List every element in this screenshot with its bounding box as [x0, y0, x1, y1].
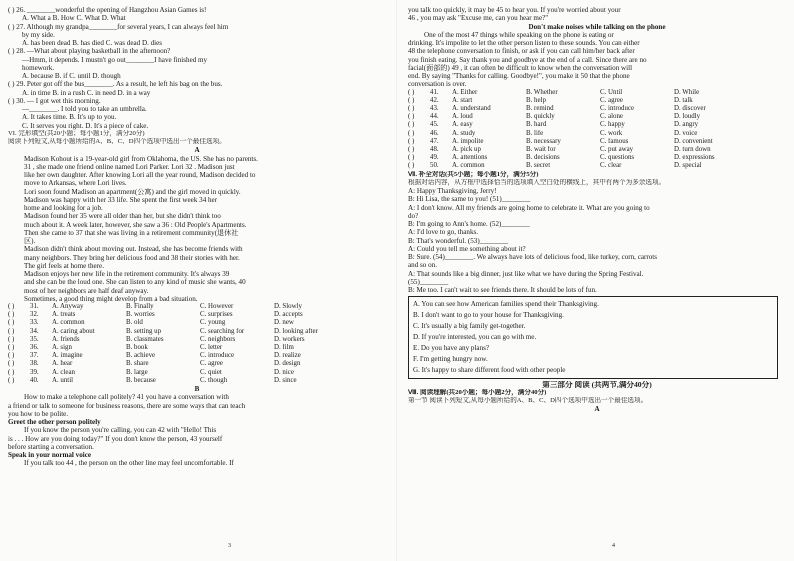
- option-text: A. study: [452, 129, 476, 137]
- option-text: C. However: [200, 303, 234, 310]
- answer-bracket: ( ): [408, 96, 415, 104]
- choice-option: E. Do you have any plans?: [413, 343, 490, 352]
- dialogue-line: A: That sounds like a big dinner, just like what we have during the Spring Festival.: [408, 269, 644, 278]
- passage-line: Madison didn't think about moving out. Instead, she has become friends with: [24, 245, 243, 254]
- option-text: D. workers: [274, 335, 305, 343]
- option-text: D. special: [674, 162, 702, 170]
- passage-line: If you talk too 44 , the person on the other line may feel uncomfortable. If: [24, 459, 234, 468]
- option-text: D. Slowly: [274, 303, 302, 310]
- option-text: A. pick up: [452, 145, 481, 153]
- option-text: B. remind: [526, 104, 554, 112]
- section-vi-instruction: 阅读下列短文,从每小题所给的A、B、C、D四个选项中选出一个最佳选项。: [8, 138, 226, 145]
- option-text: A. friends: [52, 335, 80, 343]
- answer-bracket: ( ): [8, 311, 15, 319]
- mc-line: A. because B. if C. until D. though: [22, 72, 121, 80]
- option-text: D. realize: [274, 352, 301, 360]
- option-text: C. agree: [200, 360, 223, 368]
- answer-bracket: ( ): [408, 154, 415, 162]
- option-text: A. sign: [52, 344, 72, 352]
- mc-line: ( ) 28. —What about playing basketball in the afternoon?: [8, 47, 171, 56]
- option-text: A. attentions: [452, 154, 488, 162]
- page-number-right: 4: [612, 543, 615, 549]
- passage-line: much about it. A week later, however, she saw a 36 : Old People's Apartments.: [24, 220, 247, 229]
- choice-option: B. I don't want to go to your house for Thanksgiving.: [413, 311, 564, 320]
- section-vi-heading: VI. 完形填空(共20小题；每小题1分，满分20分): [8, 129, 145, 137]
- section-dialog-heading: Ⅶ. 补全对话(共5小题；每小题1分，满分5分): [408, 170, 539, 178]
- answer-bracket: ( ): [8, 368, 15, 376]
- option-text: A. hear: [52, 360, 73, 368]
- option-text: A. loud: [452, 113, 473, 121]
- passage-line: many neighbors. They bring her delicious food and 38 their stories with her.: [24, 253, 240, 262]
- option-text: C. work: [600, 129, 623, 137]
- option-text: A. understand: [452, 104, 491, 112]
- choice-box: [408, 296, 778, 378]
- option-text: A. imagine: [52, 352, 83, 360]
- part-3-title: 第三部分 阅读 (共两节,满分40分): [542, 380, 652, 389]
- question-number: 45.: [430, 121, 439, 129]
- passage-line: The girl feels at home there.: [24, 261, 104, 270]
- option-text: A. common: [52, 319, 85, 327]
- answer-bracket: ( ): [408, 162, 415, 170]
- option-text: C. quiet: [200, 368, 222, 376]
- mc-line: —Hmm, it depends. I mustn't go out________I have finished my: [22, 55, 208, 64]
- question-number: 50.: [430, 162, 439, 170]
- mc-line: ( ) 29. Peter got off the bus________. As a result, he left his bag on the bus.: [8, 80, 223, 89]
- choice-option: G. It's happy to share different food with other people: [413, 365, 566, 374]
- option-text: C. surprises: [200, 311, 233, 319]
- page-gutter: [396, 0, 397, 561]
- passage-line: 区).: [24, 237, 36, 245]
- passage-line: most of her neighbors are half deaf anyway.: [24, 286, 149, 295]
- dialogue-line: A: I don't know. All my friends are going home to celebrate it. What are you going to: [408, 203, 650, 212]
- option-text: A. common: [452, 162, 485, 170]
- question-number: 42.: [430, 96, 439, 104]
- option-text: D. angry: [674, 121, 699, 129]
- option-text: C. put away: [600, 145, 634, 153]
- passage-line: One of the most 47 things while speaking on the phone is eating or: [424, 30, 614, 39]
- dialogue-line: A: Happy Thanksgiving, Jerry!: [408, 187, 497, 196]
- passage-line: 31 , she made one friend online named Lori Parker. Lori 32 . Madison just: [24, 162, 235, 171]
- option-text: C. searching for: [200, 327, 245, 335]
- answer-bracket: ( ): [408, 129, 415, 137]
- question-number: 33.: [30, 319, 39, 327]
- answer-bracket: ( ): [8, 376, 15, 384]
- answer-bracket: ( ): [8, 344, 15, 352]
- answer-bracket: ( ): [8, 319, 15, 327]
- mc-line: ( ) 30. — I got wet this morning.: [8, 96, 101, 105]
- option-text: D. film: [274, 344, 294, 352]
- mc-line: ( ) 27. Although my grandpa________for several years, I can always feel him: [8, 22, 229, 31]
- option-text: A. easy: [452, 121, 473, 129]
- option-text: C. questions: [600, 154, 635, 162]
- dialogue-line: and so on.: [408, 261, 437, 270]
- passage-line: and she can be the loud one. She can listen to any kind of music she wants, 40: [24, 278, 246, 287]
- passage-line: If you know the person you're calling, you can 42 with "Hello! This: [24, 426, 217, 435]
- option-text: B. Whether: [526, 88, 558, 96]
- option-text: D. since: [274, 376, 297, 384]
- dialogue-line: do?: [408, 211, 419, 220]
- mc-line: homework.: [22, 63, 55, 72]
- passage-line: Madison Kohout is a 19-year-old girl from Oklahoma, the US. She has no parents.: [24, 154, 258, 163]
- dialogue-line: B: That's wonderful. (53)________: [408, 236, 509, 245]
- cloze-options-31-40: [8, 303, 386, 385]
- part-3-section-heading: Ⅷ. 阅读理解(共20小题；每小题2分，满分40分): [408, 388, 547, 396]
- mc-line: —________. I told you to take an umbrella.: [22, 105, 147, 113]
- answer-bracket: ( ): [8, 335, 15, 343]
- option-text: B. old: [126, 319, 143, 327]
- question-number: 44.: [430, 113, 439, 121]
- dialogue: [408, 187, 786, 294]
- option-text: C. alone: [600, 113, 623, 121]
- mc-line: C. It serves you right. D. It's a piece of cake.: [22, 121, 149, 130]
- cloze-options-41-50: [408, 89, 786, 171]
- mc-line: A. What a B. How C. What D. What: [22, 14, 126, 23]
- option-text: D. While: [674, 88, 700, 96]
- part-3-passage-label: A: [594, 405, 600, 414]
- passage-a-label: A: [194, 146, 200, 155]
- option-text: B. hard: [526, 121, 547, 129]
- page-right: [408, 6, 786, 555]
- passage-line: How to make a telephone call politely? 41 you have a conversation with: [24, 393, 229, 402]
- option-text: A. impolite: [452, 137, 484, 145]
- passage-line: Speak in your normal voice: [8, 451, 92, 460]
- passage-line: Madison found her 35 were all older than her, but she didn't think too: [24, 212, 221, 221]
- passage-line: before starting a conversation.: [8, 442, 94, 451]
- option-text: A. Either: [452, 88, 478, 96]
- option-text: B. setting up: [126, 327, 162, 335]
- option-text: C. letter: [200, 344, 223, 352]
- passage-line: 46 , you may ask "Excuse me, can you hear me?": [408, 14, 549, 23]
- question-number: 35.: [30, 335, 39, 343]
- choice-option: A. You can see how American families spend their Thanksgiving.: [413, 300, 599, 309]
- passage-line: Lori soon found Madison an apartment(公寓) and the girl moved in quickly.: [24, 187, 241, 196]
- passage-line: move to Arkansas, where Lori lives.: [24, 179, 127, 188]
- passage-line: Then she came to 37 that she was living in a retirement community(退休社: [24, 228, 239, 237]
- answer-bracket: ( ): [408, 137, 415, 145]
- passage-line: facial(面部的) 49 , it can often be difficult to know when the conversation will: [408, 63, 633, 72]
- answer-bracket: ( ): [408, 104, 415, 112]
- mc-line: ( ) 26. ________wonderful the opening of Hangzhou Asian Games is!: [8, 6, 207, 14]
- question-number: 32.: [30, 311, 39, 319]
- page-number-left: 3: [228, 543, 231, 549]
- question-number: 36.: [30, 344, 39, 352]
- option-text: D. talk: [674, 96, 693, 104]
- question-number: 47.: [430, 137, 439, 145]
- question-number: 48.: [430, 145, 439, 153]
- question-number: 43.: [430, 104, 439, 112]
- section-dialog-instruction: 根据对话内容，从方框中选择恰当的选项填入空白处的横线上，其中有两个为多余选项。: [408, 178, 666, 186]
- dialogue-line: B: I'm going to Ann's home. (52)________: [408, 220, 530, 229]
- passage-b-label: B: [194, 385, 200, 394]
- option-text: C. introduce: [200, 352, 235, 360]
- option-text: C. famous: [600, 137, 629, 145]
- page-left: [8, 6, 386, 555]
- option-text: B. necessary: [526, 137, 561, 145]
- answer-bracket: ( ): [8, 360, 15, 368]
- question-number: 41.: [430, 88, 439, 96]
- passage-line: a friend or talk to someone for business reasons, there are some ways that can teach: [8, 401, 246, 410]
- option-text: A. Anyway: [52, 303, 84, 310]
- question-number: 37.: [30, 352, 39, 360]
- option-text: B. Finally: [126, 303, 154, 310]
- option-text: B. decisions: [526, 154, 560, 162]
- passage-line: end. By saying "Thanks for calling. Goodbye!", you make it 50 that the phone: [408, 72, 630, 80]
- option-text: B. wait for: [526, 145, 556, 153]
- option-text: D. convenient: [674, 137, 713, 145]
- passage-line: Greet the other person politely: [8, 418, 101, 427]
- answer-bracket: ( ): [408, 121, 415, 129]
- answer-bracket: ( ): [8, 303, 15, 310]
- passage-line: conversation is over.: [408, 80, 467, 89]
- passage-line: Madison was happy with her 33 life. She spent the first week 34 her: [24, 195, 218, 204]
- option-text: C. Until: [600, 88, 623, 96]
- passage-line: Madison enjoys her new life in the retirement community. It's always 39: [24, 270, 230, 278]
- passage-line: 48 the telephone conversation to finish, or ask if you can call him/her back after: [408, 47, 635, 56]
- answer-bracket: ( ): [408, 145, 415, 153]
- passage-line: is . . . How are you doing today?" If you don't know the person, 43 yourself: [8, 434, 223, 443]
- mc-line: by my side.: [22, 30, 55, 39]
- passage-line: you finish eating. Say thank you and goodbye at the end of a call. Since there are no: [408, 55, 647, 64]
- multiple-choice-tail: [8, 6, 386, 130]
- passage-line: you how to be polite.: [8, 409, 69, 418]
- mc-line: A. It takes time. B. It's up to you.: [22, 113, 117, 122]
- option-text: C. happy: [600, 121, 625, 129]
- option-text: B. secret: [526, 162, 551, 170]
- passage-line: home and looking for a job.: [24, 204, 103, 212]
- question-number: 31.: [30, 303, 39, 310]
- choice-option: C. It's usually a big family get-together.: [413, 322, 526, 331]
- mc-line: A. in time B. in a rush C. in need D. in a way: [22, 88, 151, 97]
- option-text: A. caring about: [52, 327, 95, 335]
- option-text: A. start: [452, 96, 473, 104]
- option-text: B. share: [126, 360, 149, 368]
- option-text: D. looking after: [274, 327, 318, 335]
- option-text: D. nice: [274, 368, 294, 376]
- option-text: D. expressions: [674, 154, 715, 162]
- option-text: B. help: [526, 96, 546, 104]
- passage-line: you talk too quickly, it may be 45 to hear you. If you're worried about your: [408, 6, 621, 14]
- option-text: D. turn down: [674, 145, 711, 153]
- choice-option: D. If you're interested, you can go with me.: [413, 333, 537, 341]
- option-text: D. accepts: [274, 311, 303, 319]
- answer-bracket: ( ): [8, 327, 15, 335]
- question-number: 46.: [430, 129, 439, 137]
- question-number: 40.: [30, 376, 39, 384]
- passage-b: [8, 393, 386, 467]
- question-number: 38.: [30, 360, 39, 368]
- option-text: B. worries: [126, 311, 155, 319]
- dialogue-line: B: Me too. I can't wait to see friends there. It should be lots of fun.: [408, 286, 597, 295]
- part-3-instruction: 第一节 阅读下列短文,从每小题所给的A、B、C、D四个选项中选出一个最佳选项。: [408, 397, 648, 405]
- option-text: C. though: [200, 376, 228, 384]
- option-text: D. loudly: [674, 113, 701, 121]
- question-number: 39.: [30, 368, 39, 376]
- option-text: B. because: [126, 376, 156, 384]
- question-number: 34.: [30, 327, 39, 335]
- dialogue-line: A: Could you tell me something about it?: [408, 244, 526, 253]
- option-text: A. treats: [52, 311, 76, 319]
- question-number: 49.: [430, 154, 439, 162]
- answer-bracket: ( ): [8, 352, 15, 360]
- option-text: B. achieve: [126, 352, 156, 360]
- option-text: C. introduce: [600, 104, 635, 112]
- dialogue-line: A: I'd love to go, thanks.: [408, 228, 479, 237]
- option-text: B. quickly: [526, 113, 555, 121]
- passage-line: like her own daughter. After knowing Lori all the year round, Madison decided to: [24, 171, 256, 179]
- answer-bracket: ( ): [408, 88, 415, 96]
- passage-line: Sometimes, a good thing might develop from a bad situation.: [24, 294, 198, 303]
- option-text: C. young: [200, 319, 226, 327]
- dialogue-line: B: Sure. (54)________. We always have lots of delicious food, like turkey, corn, carrots: [408, 253, 658, 262]
- dialogue-line: (55)________: [408, 277, 449, 286]
- option-text: D. design: [274, 360, 301, 368]
- option-text: C. clear: [600, 162, 622, 170]
- answer-bracket: ( ): [408, 113, 415, 121]
- mc-line: A. has been dead B. has died C. was dead D. dies: [22, 39, 163, 47]
- option-text: C. neighbors: [200, 335, 236, 343]
- option-text: A. until: [52, 376, 74, 384]
- option-text: D. voice: [674, 129, 698, 137]
- passage-b-continued: [408, 6, 786, 89]
- option-text: D. discover: [674, 104, 706, 112]
- option-text: D. new: [274, 319, 294, 327]
- passage-a: [8, 155, 386, 304]
- option-text: B. classmates: [126, 335, 164, 343]
- option-text: B. book: [126, 344, 148, 352]
- choice-option: F. I'm getting hungry now.: [413, 354, 488, 363]
- dialogue-line: B: Hi Lisa, the same to you! (51)________: [408, 195, 531, 204]
- option-text: C. agree: [600, 96, 623, 104]
- passage-line: Don't make noises while talking on the phone: [528, 22, 666, 31]
- option-text: B. large: [126, 368, 148, 376]
- option-text: A. clean: [52, 368, 75, 376]
- option-text: B. life: [526, 129, 544, 137]
- passage-line: drinking. It's impolite to let the other person listen to these sounds. You can either: [408, 39, 640, 47]
